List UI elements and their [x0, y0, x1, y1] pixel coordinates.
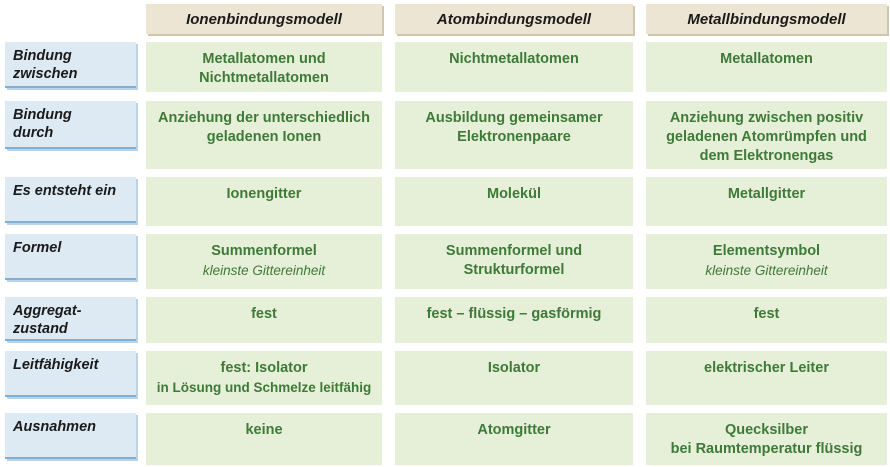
cell-atom-es-entsteht [395, 177, 633, 226]
cell-line: Strukturformel [463, 262, 565, 278]
column-header-ionenbindung: Ionenbindungsmodell [146, 4, 382, 34]
cell-line: Molekül [487, 186, 541, 202]
column-header-metallbindung: Metallbindungsmodell [646, 4, 887, 34]
cell-note: in Lösung und Schmelze leitfähig [156, 380, 372, 395]
cell-metall-bindung-zwischen [646, 42, 887, 92]
row-label-line: Aggregat- [13, 303, 82, 319]
row-label-ausnahmen [5, 413, 136, 459]
cell-line: Atomgitter [477, 422, 551, 438]
row-label-line: zwischen [13, 66, 78, 82]
row-label-line: Leitfähigkeit [13, 357, 99, 373]
row-label-line: durch [13, 125, 54, 141]
row-label-bindung-durch [5, 101, 136, 149]
cell-line: geladenen Atomrümpfen und [666, 129, 867, 145]
row-label-aggregatzustand [5, 297, 136, 341]
cell-line: Elektronenpaare [457, 129, 571, 145]
cell-metall-formel [646, 234, 887, 289]
cell-line: Metallatomen [720, 51, 813, 67]
cell-metall-aggregatzustand [646, 297, 887, 343]
cell-line: fest – flüssig – gasförmig [426, 306, 602, 322]
row-label-line: Formel [13, 240, 62, 256]
cell-line: fest [753, 306, 780, 322]
cell-line: Isolator [487, 360, 541, 376]
cell-line: Anziehung der unterschiedlich [158, 110, 370, 126]
row-label-formel [5, 234, 136, 280]
cell-metall-leitfaehigkeit [646, 351, 887, 405]
cell-metall-bindung-durch [646, 101, 887, 169]
cell-line: elektrischer Leiter [704, 360, 829, 376]
cell-line: Nichtmetallatomen [449, 51, 579, 67]
cell-metall-ausnahmen [646, 413, 887, 465]
cell-atom-aggregatzustand [395, 297, 633, 343]
cell-line: Metallatomen und [202, 51, 326, 67]
cell-line: Summenformel und [445, 243, 583, 259]
cell-line: Quecksilber [724, 422, 808, 438]
cell-ion-bindung-durch [146, 101, 382, 169]
cell-line: Elementsymbol [712, 243, 821, 259]
cell-line: bei Raumtemperatur flüssig [670, 441, 863, 457]
cell-ion-bindung-zwischen [146, 42, 382, 92]
cell-atom-bindung-durch [395, 101, 633, 169]
cell-note: kleinste Gittereinheit [705, 263, 828, 278]
cell-line: Ionengitter [226, 186, 302, 202]
cell-line: dem Elektronengas [699, 148, 834, 164]
cell-atom-bindung-zwischen [395, 42, 633, 92]
cell-ion-aggregatzustand [146, 297, 382, 343]
cell-line: fest: Isolator [220, 360, 308, 376]
cell-line: Metallgitter [727, 186, 806, 202]
cell-line: keine [245, 422, 283, 438]
cell-line: Nichtmetallatomen [199, 70, 329, 86]
column-header-atombindung: Atombindungsmodell [395, 4, 633, 34]
cell-atom-formel [395, 234, 633, 289]
cell-metall-es-entsteht [646, 177, 887, 226]
row-label-leitfaehigkeit [5, 351, 136, 397]
row-label-line: Bindung [13, 48, 72, 64]
row-label-line: Es entsteht ein [13, 183, 117, 199]
cell-line: Anziehung zwischen positiv [669, 110, 864, 126]
cell-ion-formel [146, 234, 382, 289]
row-label-line: Ausnahmen [13, 419, 96, 435]
row-label-line: zustand [13, 321, 68, 337]
cell-atom-leitfaehigkeit [395, 351, 633, 405]
cell-line: Summenformel [211, 243, 317, 259]
cell-ion-leitfaehigkeit [146, 351, 382, 405]
cell-atom-ausnahmen [395, 413, 633, 465]
cell-ion-ausnahmen [146, 413, 382, 465]
cell-line: Ausbildung gemeinsamer [425, 110, 603, 126]
cell-ion-es-entsteht [146, 177, 382, 226]
cell-line: geladenen Ionen [206, 129, 322, 145]
cell-note: kleinste Gittereinheit [202, 263, 326, 278]
row-label-es-entsteht-ein [5, 177, 136, 223]
cell-line: fest [251, 306, 277, 322]
row-label-line: Bindung [13, 107, 72, 123]
row-label-bindung-zwischen [5, 42, 136, 88]
